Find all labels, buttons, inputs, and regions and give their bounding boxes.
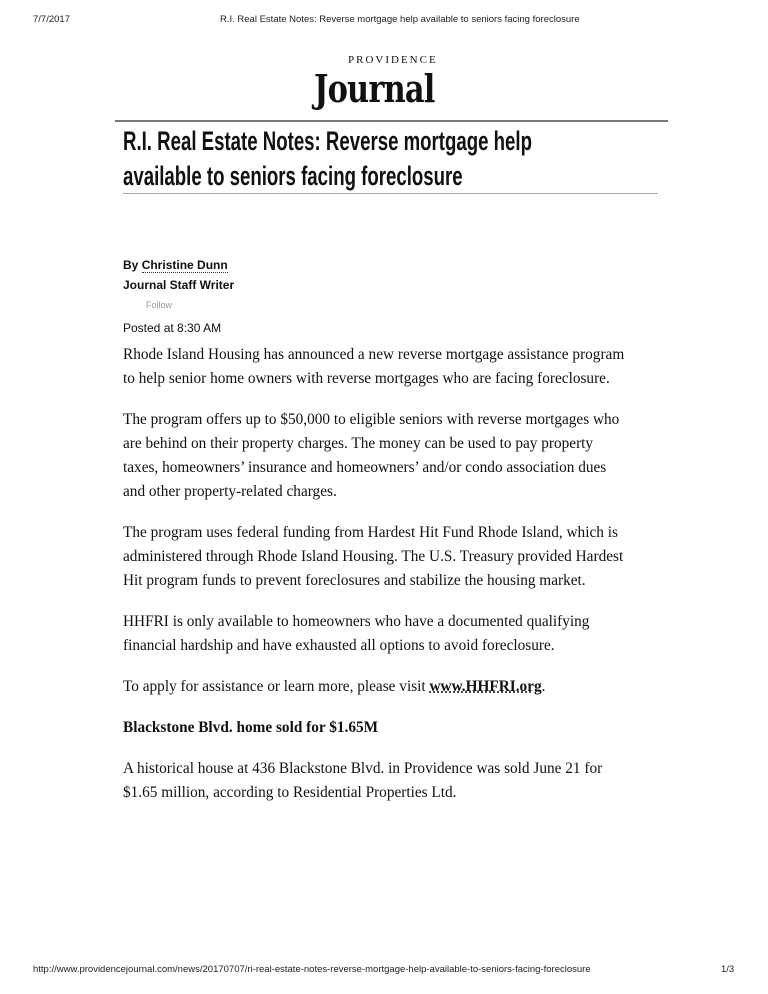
print-page-title: R.I. Real Estate Notes: Reverse mortgage help available to seniors facing foreclosure	[220, 14, 580, 25]
print-date: 7/7/2017	[33, 14, 70, 25]
divider	[115, 120, 668, 122]
logo-providence: PROVIDENCE	[348, 54, 438, 66]
paragraph: Rhode Island Housing has announced a new reverse mortgage assistance program to help senior home owners with reverse mortgages who are facing foreclosure.	[123, 346, 625, 387]
paragraph	[123, 675, 628, 699]
apply-text: To apply for assistance or learn more, please visit	[123, 678, 430, 695]
article-body	[123, 343, 628, 822]
print-page-number: 1/3	[721, 964, 735, 975]
hhfri-link[interactable]: www.HHFRI.org	[429, 678, 542, 695]
posted-time: Posted at 8:30 AM	[123, 321, 222, 335]
apply-end: .	[541, 678, 546, 695]
title-line: R.I. Real Estate Notes: Reverse mortgage help	[123, 126, 532, 156]
byline	[123, 258, 228, 273]
divider	[123, 193, 658, 194]
subheading: Blackstone Blvd. home sold for $1.65M	[123, 719, 379, 736]
print-url: http://www.providencejournal.com/news/20170707/ri-real-estate-notes-reverse-mortgage-help-available-to-seniors-facing-foreclosure	[33, 964, 591, 975]
paragraph: HHFRI is only available to homeowners who have a documented qualifying financial hardship and have exhausted all options to avoid foreclosure.	[123, 613, 590, 654]
article-title	[123, 124, 532, 194]
paragraph: The program offers up to $50,000 to eligible seniors with reverse mortgages who are behind on their property charges. The money can be used to pay property taxes, homeowners’ insurance and homeowners’ and/or condo association dues and other property-related charges.	[123, 411, 620, 500]
logo-journal: Journal	[314, 66, 435, 111]
author-link[interactable]: Christine Dunn	[141, 258, 228, 272]
providence-journal-logo[interactable]	[312, 54, 462, 114]
author-role: Journal Staff Writer	[123, 278, 235, 292]
title-line: available to seniors facing foreclosure	[123, 161, 463, 191]
paragraph: The program uses federal funding from Hardest Hit Fund Rhode Island, which is administered through Rhode Island Housing. The U.S. Treasury provided Hardest Hit program funds to prevent foreclosures and stabilize the housing market.	[123, 524, 624, 589]
follow-button[interactable]: Follow	[146, 300, 173, 310]
paragraph: A historical house at 436 Blackstone Blvd. in Providence was sold June 21 for $1.65 million, according to Residential Properties Ltd.	[123, 760, 603, 801]
by-prefix: By	[123, 258, 142, 272]
